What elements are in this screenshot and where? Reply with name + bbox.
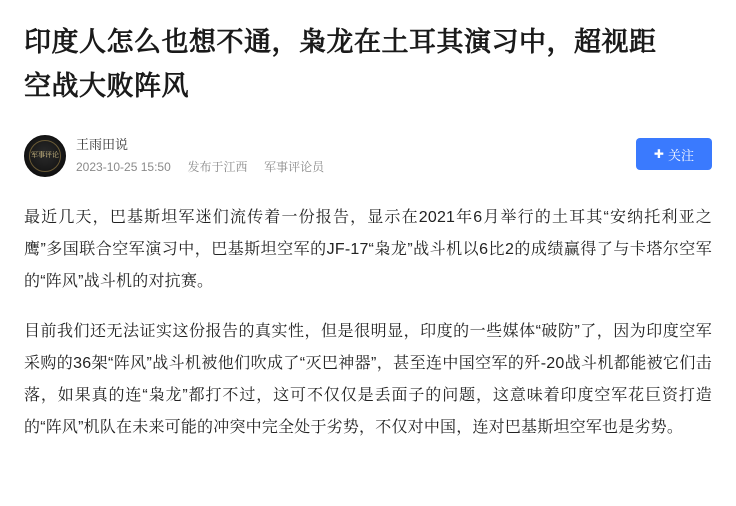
paragraph: 最近几天，巴基斯坦军迷们流传着一份报告，显示在2021年6月举行的土耳其“安纳托利亚之鹰”多国联合空军演习中，巴基斯坦空军的JF-17“枭龙”战斗机以6比2的成绩赢得了与卡塔尔空军的“阵风”战斗机的对抗赛。: [24, 209, 712, 290]
paragraph: 目前我们还无法证实这份报告的真实性，但是很明显，印度的一些媒体“破防”了，因为印度空军采购的36架“阵风”战斗机被他们吹成了“灭巴神器”，甚至连中国空军的歼-20战斗机都能被它们击落，如果真的连“枭龙”都打不过，这可不仅仅是丢面子的问题，这意味着印度空军花巨资打造的“阵风”机队在未来可能的冲突中完全处于劣势，不仅对中国，连对巴基斯坦空军也是劣势。: [24, 323, 712, 436]
avatar[interactable]: [24, 135, 66, 177]
article-page: [0, 20, 736, 506]
plus-icon: ✚: [653, 147, 664, 161]
article-body: [24, 202, 712, 444]
avatar-label: 军事评论: [31, 152, 59, 159]
publish-location: 发布于江西: [187, 160, 248, 174]
publish-time: 2023-10-25 15:50: [76, 160, 171, 174]
author-meta-row: [24, 132, 712, 180]
page-title: 印度人怎么也想不通，枭龙在土耳其演习中，超视距空战大败阵风: [24, 27, 657, 101]
follow-button[interactable]: [636, 138, 712, 170]
author-tag: 军事评论员: [264, 160, 325, 174]
author-info: [76, 135, 324, 177]
publish-meta: [76, 157, 324, 177]
follow-button-label: 关注: [667, 147, 694, 163]
author-name[interactable]: 王雨田说: [76, 137, 129, 152]
